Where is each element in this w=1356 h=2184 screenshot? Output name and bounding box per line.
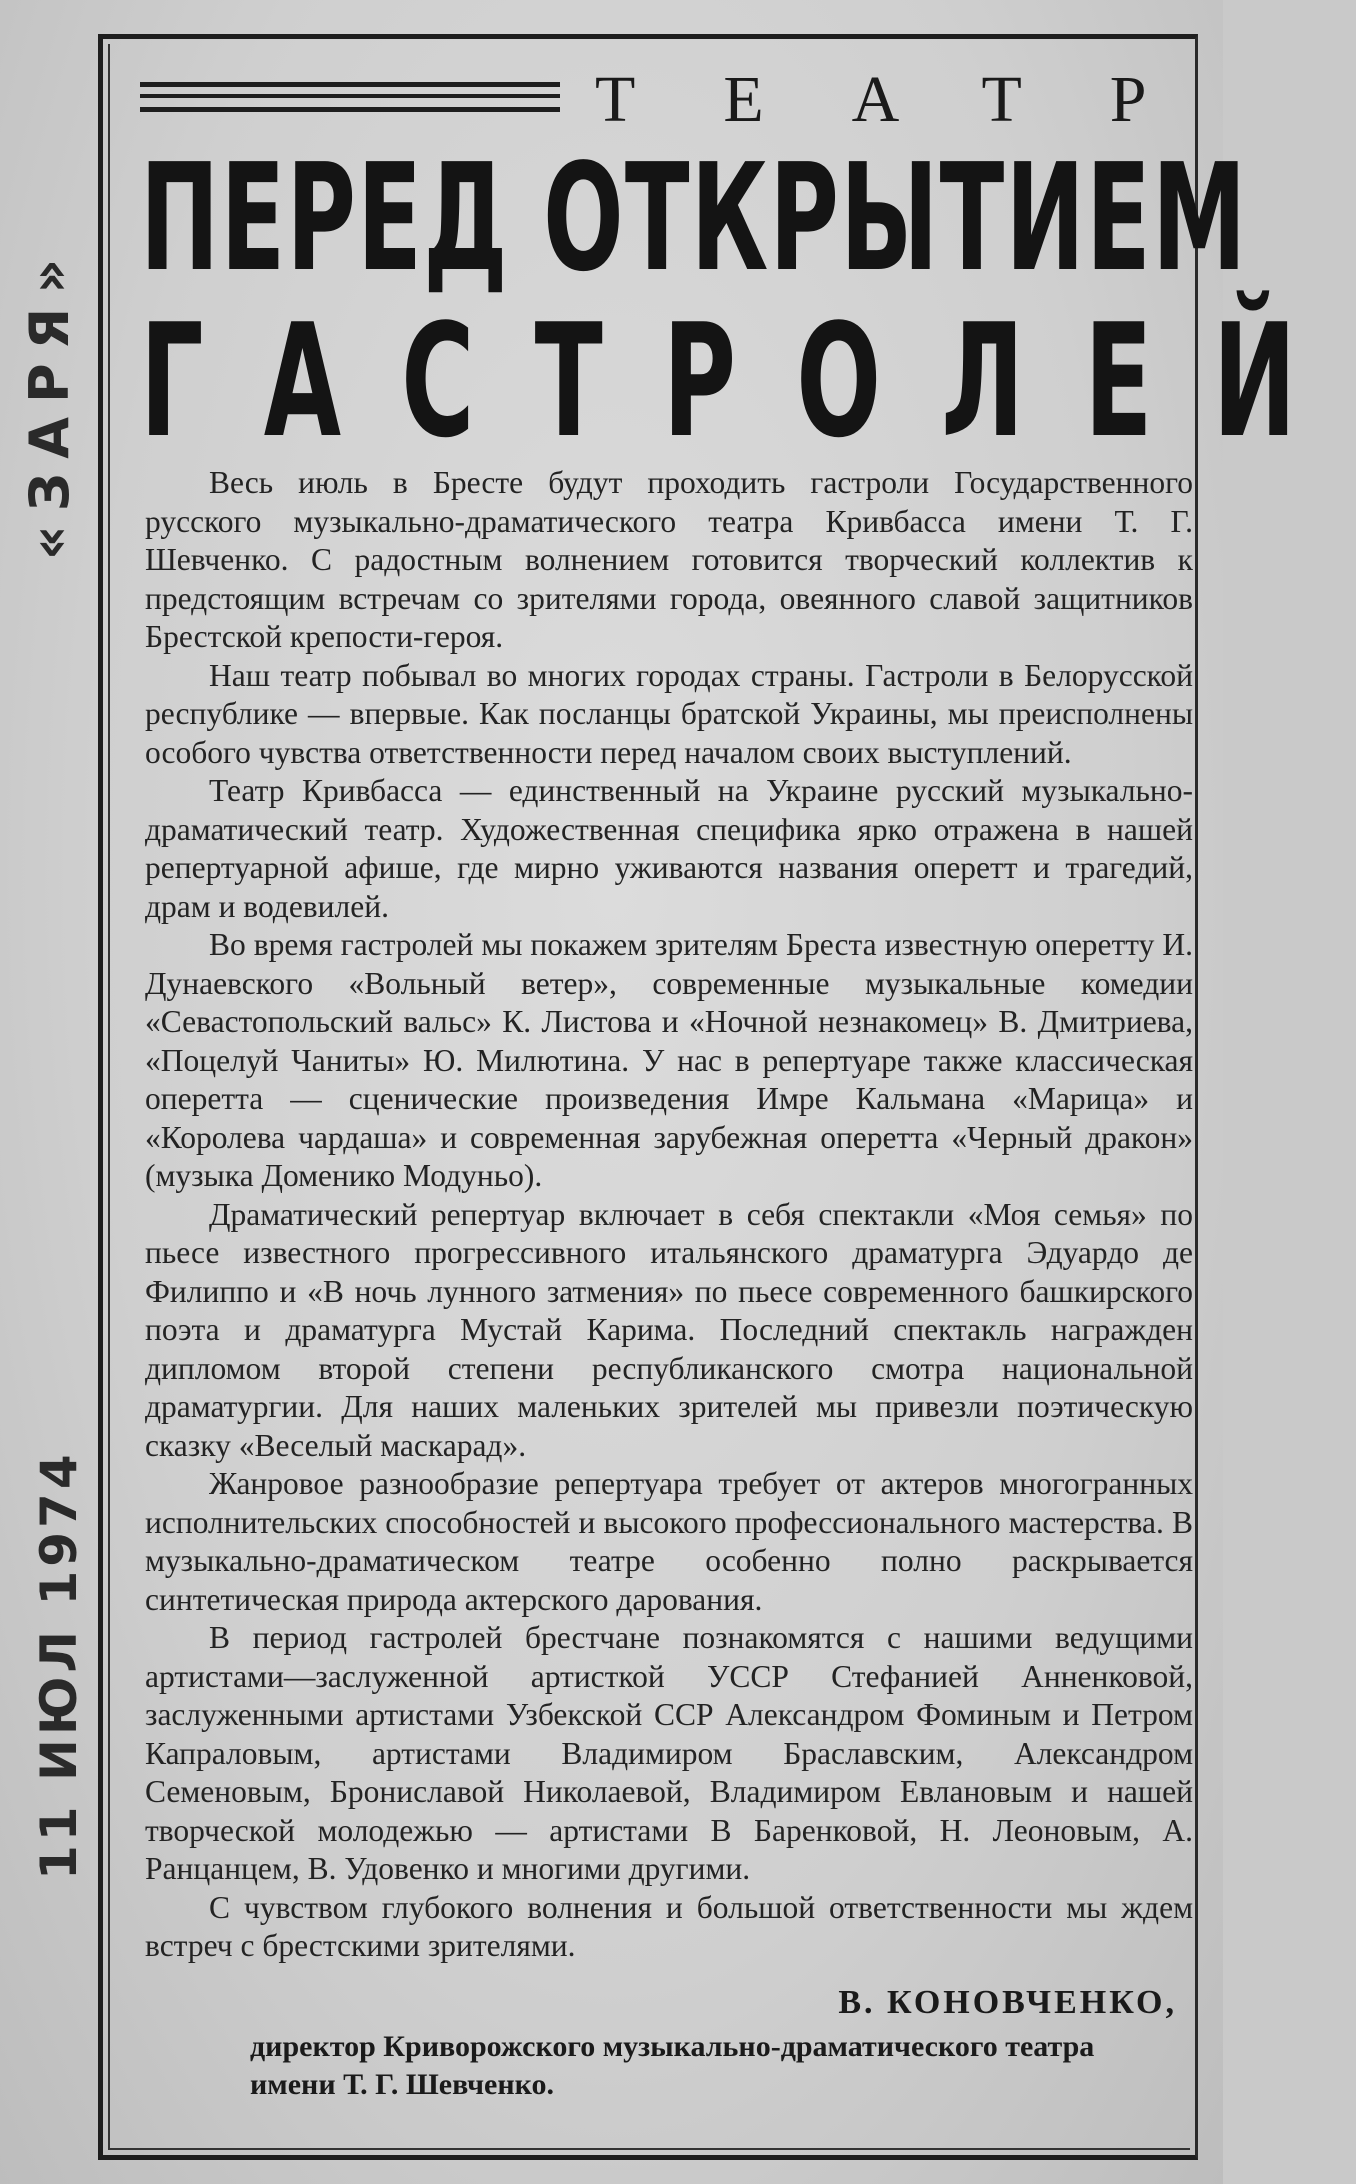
- headline-line-1: ПЕРЕД ОТКРЫТИЕМ: [140, 132, 1248, 304]
- paragraph: Театр Кривбасса — единственный на Украине русский музыкально-драматический театр. Художественная специфика ярко отражена в нашей репертуарной афише, где мирно уживаются названия оперетт и трагедий, драм и водевилей.: [145, 773, 1193, 924]
- date-stamp: 11 ИЮЛ 1974: [30, 1450, 88, 1880]
- paragraph: В период гастролей брестчане познакомятся с нашими ведущими артистами—заслуженной артисткой УССР Стефанией Анненковой, заслуженными артистами Узбекской ССР Александром Фоминым и Петром Капраловым, артистами Владимиром Браславским, Александром Семеновым, Брониславой Николаевой, Владимиром Евлановым и нашей творческой молодежью — артистами В Баренковой, Н. Леоновым, А. Ранцанцем, В. Удовенко и многими другими.: [145, 1620, 1193, 1886]
- rubric-header: [140, 63, 1235, 136]
- rubric-rule: [140, 82, 560, 112]
- paragraph: Во время гастролей мы покажем зрителям Бреста известную оперетту И. Дунаевского «Вольный ветер», современные музыкальные комедии «Севастопольский вальс» К. Листова и «Ночной незнакомец» В. Дмитриева, «Поцелуй Чаниты» Ю. Милютина. У нас в репертуаре также классическая оперетта — сценические произведения Имре Кальмана «Марица» и «Королева чардаша» и современная зарубежная оперетта «Черный дракон» (музыка Доменико Модуньо).: [145, 927, 1193, 1193]
- newspaper-name-stamp: «ЗАРЯ»: [18, 244, 81, 560]
- paragraph: Наш театр побывал во многих городах страны. Гастроли в Белорусской республике — впервые. Как посланцы братской Украины, мы преисполнены особого чувства ответственности перед началом своих выступлений.: [145, 657, 1193, 770]
- author-title: директор Криворожского музыкально-драматического театра имени Т. Г. Шевченко.: [250, 2030, 1095, 2101]
- article-body: [145, 464, 1193, 1966]
- paragraph: Драматический репертуар включает в себя спектакли «Моя семья» по пьесе известного прогрессивного итальянского драматурга Эдуардо де Филиппо и «В ночь лунного затмения» по пьесе современного башкирского поэта и драматурга Мустай Карима. Последний спектакль награжден дипломом второй степени республиканского смотра национальной драматургии. Для наших маленьких зрителей мы привезли поэтическую сказку «Веселый маскарад».: [145, 1196, 1193, 1463]
- paragraph: Жанровое разнообразие репертуара требует от актеров многогранных исполнительских способностей и высокого профессионального мастерства. В музыкально-драматическом театре особенно полно раскрывается синтетическая природа актерского дарования.: [145, 1466, 1193, 1617]
- paragraph: С чувством глубокого волнения и большой ответственности мы ждем встреч с брестскими зрителями.: [145, 1889, 1193, 1963]
- paragraph: Весь июль в Бресте будут проходить гастроли Государственного русского музыкально-драматического театра Кривбасса имени Т. Г. Шевченко. С радостным волнением готовится творческий коллектив к предстоящим встречам со зрителями города, овеянного славой защитников Брестской крепости-героя.: [145, 465, 1193, 654]
- author-name: В. КОНОВЧЕНКО,: [838, 1984, 1177, 2021]
- rubric-label: ТЕАТР: [595, 63, 1235, 136]
- headline-line-2: ГАСТРОЛЕЙ: [140, 290, 1356, 472]
